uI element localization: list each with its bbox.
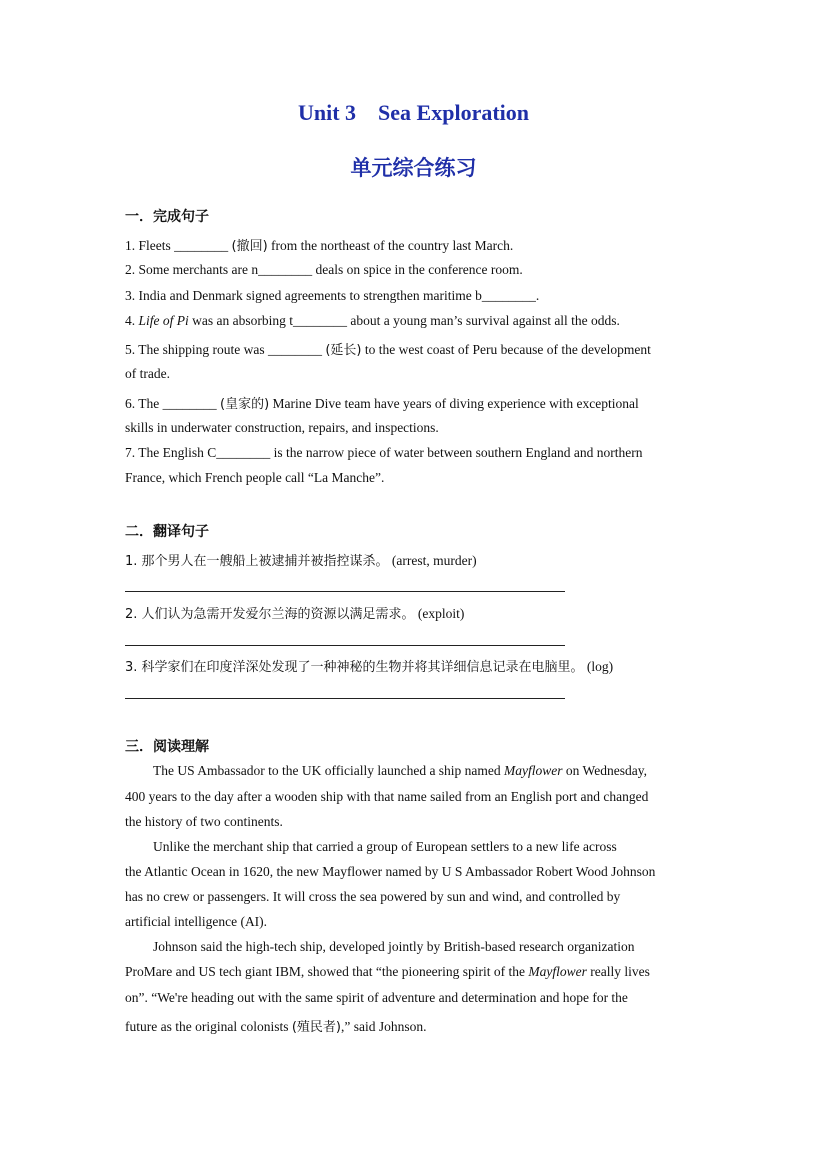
s2-question-3: 3. 科学家们在印度洋深处发现了一种神秘的生物并将其详细信息记录在电脑里。 (log) — [125, 659, 614, 675]
p3-line-2: ProMare and US tech giant IBM, showed that “the pioneering spirit of the Mayflower really lives — [125, 964, 650, 979]
answer-line-3[interactable] — [125, 698, 565, 699]
p2-line-2: the Atlantic Ocean in 1620, the new Mayflower named by U S Ambassador Robert Wood Johnson — [125, 864, 656, 879]
p2-line-4: artificial intelligence (AI). — [125, 914, 268, 929]
s2-question-1: 1. 那个男人在一艘船上被逮捕并被指控谋杀。 (arrest, murder) — [125, 553, 477, 569]
ship-name: Mayflower — [504, 763, 563, 778]
s1-question-7: 7. The English C________ is the narrow piece of water between southern England and northern — [125, 445, 643, 460]
worksheet-subtitle: 单元综合练习 — [350, 156, 477, 180]
s1-question-5-cont: of trade. — [125, 366, 170, 381]
p2-line-3: has no crew or passengers. It will cross the sea powered by sun and wind, and controlled by — [125, 889, 621, 904]
section1-heading: 一．完成句子 — [125, 209, 209, 225]
p3-line-4: future as the original colonists (殖民者),” said Johnson. — [125, 1019, 427, 1035]
p1-line-2: 400 years to the day after a wooden ship with that name sailed from an English port and changed — [125, 789, 649, 804]
answer-line-1[interactable] — [125, 591, 565, 592]
ship-name: Mayflower — [528, 964, 587, 979]
p1-line-1: The US Ambassador to the UK officially launched a ship named Mayflower on Wednesday, — [153, 763, 647, 778]
section2-heading: 二．翻译句子 — [125, 524, 209, 540]
p2-line-1: Unlike the merchant ship that carried a group of European settlers to a new life across — [153, 839, 617, 854]
s1-question-6-cont: skills in underwater construction, repairs, and inspections. — [125, 420, 439, 435]
unit-topic: Sea Exploration — [378, 100, 530, 125]
s1-question-4: 4. Life of Pi was an absorbing t________ about a young man’s survival against all the odds. — [125, 313, 620, 328]
unit-number: Unit 3 — [297, 100, 357, 125]
s1-question-3: 3. India and Denmark signed agreements to strengthen maritime b________. — [125, 288, 540, 303]
p3-line-1: Johnson said the high-tech ship, developed jointly by British-based research organization — [153, 939, 635, 954]
unit-title — [0, 100, 827, 126]
s2-question-2: 2. 人们认为急需开发爱尔兰海的资源以满足需求。 (exploit) — [125, 606, 465, 622]
section3-heading: 三．阅读理解 — [125, 739, 209, 755]
p3-line-3: on”. “We're heading out with the same spirit of adventure and determination and hope for the — [125, 990, 628, 1005]
s1-question-5: 5. The shipping route was ________ (延长) to the west coast of Peru because of the development — [125, 342, 651, 358]
s1-question-7-cont: France, which French people call “La Manche”. — [125, 470, 385, 485]
s1-question-1: 1. Fleets ________ (撤回) from the northeast of the country last March. — [125, 238, 514, 254]
s1-question-2: 2. Some merchants are n________ deals on spice in the conference room. — [125, 262, 523, 277]
p1-line-3: the history of two continents. — [125, 814, 283, 829]
s1-question-6: 6. The ________ (皇家的) Marine Dive team have years of diving experience with exceptional — [125, 396, 639, 412]
book-title: Life of Pi — [138, 313, 189, 328]
answer-line-2[interactable] — [125, 645, 565, 646]
